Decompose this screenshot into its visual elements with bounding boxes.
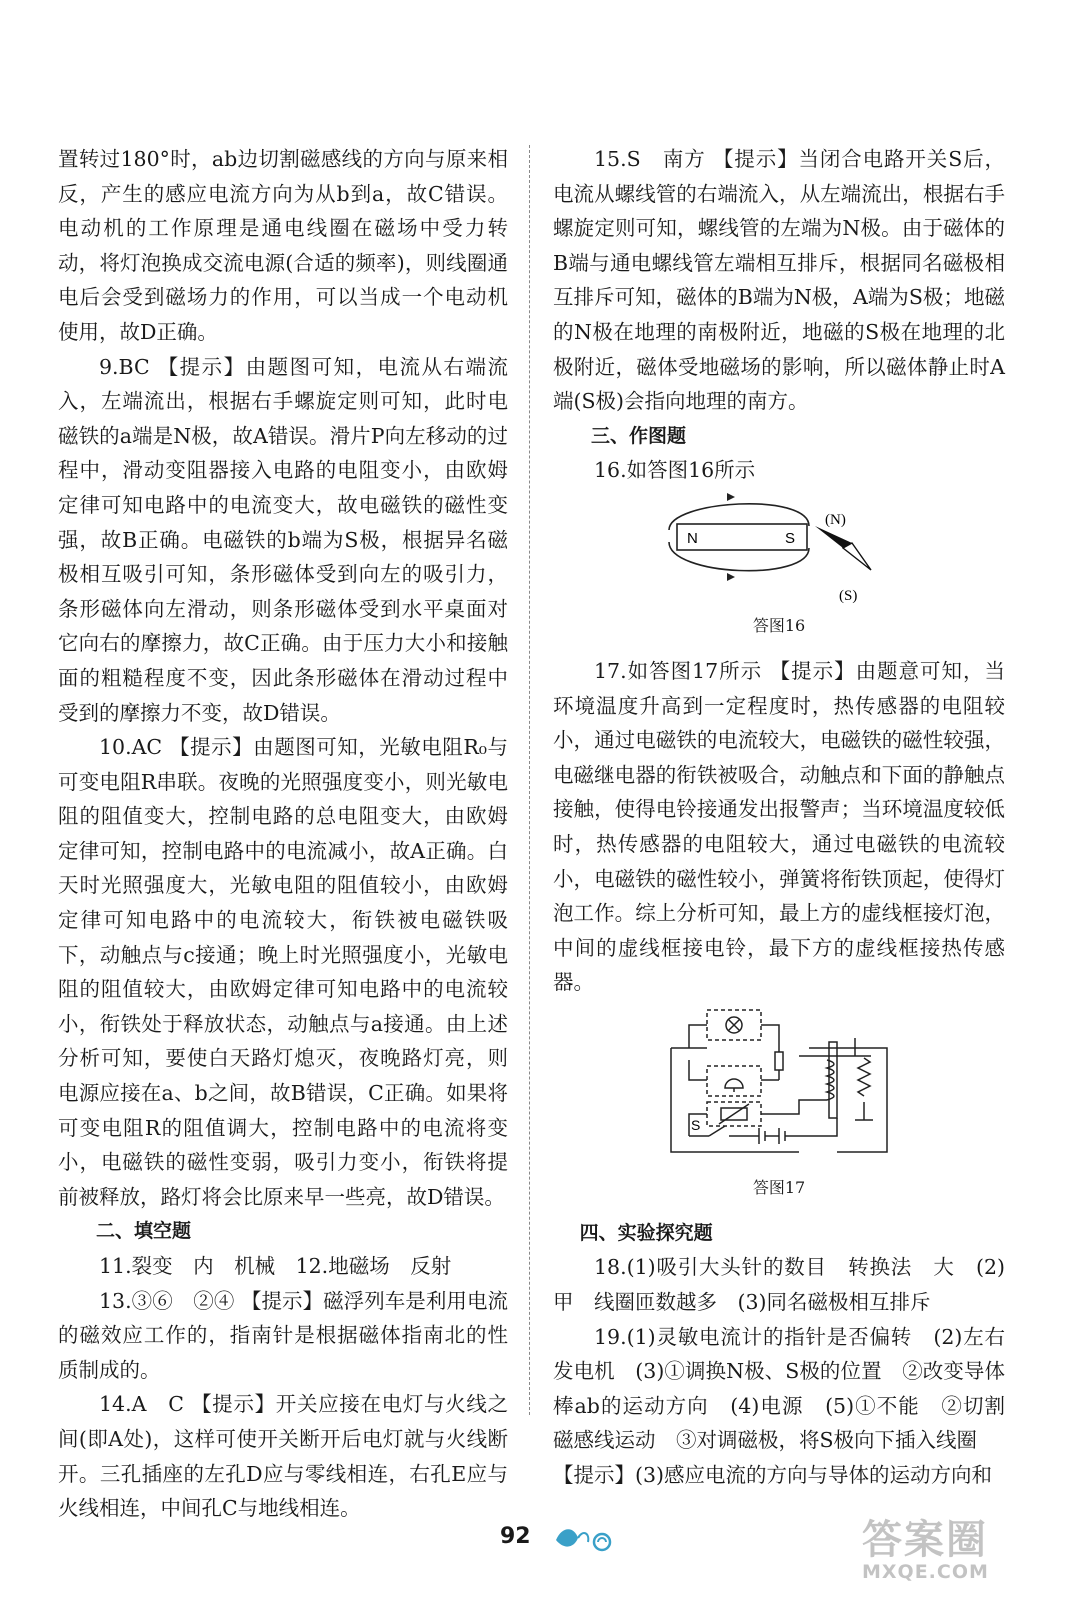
answer-9: 9.BC 【提示】由题图可知，电流从右端流入，左端流出，根据右手螺旋定则可知，此时电磁铁的a端是N极，故A错误。滑片P向左移动的过程中，滑动变阻器接入电路的电阻变小，由欧姆定律可知电路中的电流变大，故电磁铁的磁性变强，故B正确。电磁铁的b端为S极，根据异名磁极相互吸引可知，条形磁体受到向左的吸引力，条形磁体向左滑动，则条形磁体受到水平桌面对它向右的摩擦力，故C正确。由于压力大小和接触面的粗糙程度不变，因此条形磁体在滑动过程中受到的摩擦力不变，故D错误。 bbox=[58, 354, 508, 725]
bar-magnet-diagram bbox=[649, 488, 909, 608]
needle-n-label: (N) bbox=[825, 511, 846, 528]
answer-10: 10.AC 【提示】由题图可知，光敏电阻R₀与可变电阻R串联。夜晚的光照强度变小，则光敏电阻的阻值变大，控制电路的总电阻变大，由欧姆定律可知，控制电路中的电流减小，故A正确。白天时光照强度大，光敏电阻的阻值较小，由欧姆定律可知电路中的电流较大，衔铁被电磁铁吸下，动触点与c接通；晚上时光照强度小，光敏电阻的阻值较大，由欧姆定律可知电路中的电流较小，衔铁处于释放状态，动触点与a接通。由上述分析可知，要使白天路灯熄灭，夜晚路灯亮，则电源应接在a、b之间，故B错误，C正确。如果将可变电阻R的阻值调大，控制电路中的电流将变小，电磁铁的磁性变弱，吸引力变小，衔铁将提前被释放，路灯将会比原来早一些亮，故D错误。 bbox=[58, 735, 508, 1209]
answer-18: 18.(1)吸引大头针的数目 转换法 大 (2)甲 线圈匝数越多 (3)同名磁极相互排斥 bbox=[553, 1255, 1005, 1315]
answer-14: 14.A C 【提示】开关应接在电灯与火线之间(即A处)，这样可使开关断开后电灯就与火线断开。三孔插座的左孔D应与零线相连，右孔E应与火线相连，中间孔C与地线相连。 bbox=[58, 1392, 508, 1521]
column-divider bbox=[529, 145, 530, 1415]
answer-13: 13.③⑥ ②④ 【提示】磁浮列车是利用电流的磁效应工作的，指南针是根据磁体指南北的性质制成的。 bbox=[58, 1288, 508, 1382]
page-number: 92 bbox=[500, 1524, 531, 1549]
section-experiment-heading: 四、实验探究题 bbox=[579, 1221, 713, 1244]
watermark-text: 答案圈 bbox=[862, 1517, 988, 1563]
left-column bbox=[58, 142, 508, 1526]
figure-17-caption: 答图17 bbox=[752, 1177, 806, 1197]
needle-s-label: (S) bbox=[839, 587, 858, 604]
answer-11-12: 11.裂变 内 机械 12.地磁场 反射 bbox=[99, 1254, 452, 1278]
answer-15: 15.S 南方 【提示】当闭合电路开关S后，电流从螺线管的右端流入，从左端流出，根据右手螺旋定则可知，螺线管的左端为N极。由于磁体的B端与通电螺线管左端相互排斥，根据同名磁极相互排斥可知，磁体的B端为N极，A端为S极；地磁的N极在地理的南极附近，地磁的S极在地理的北极附近，磁体受地磁场的影响，所以磁体静止时A端(S极)会指向地理的南方。 bbox=[553, 147, 1005, 414]
magnet-s-label: S bbox=[785, 529, 796, 547]
answer-19: 19.(1)灵敏电流计的指针是否偏转 (2)左右 发电机 (3)①调换N极、S极的位置 ②改变导体棒ab的运动方向 (4)电源 (5)①不能 ②切割磁感线运动 ③对调磁极，将S极向下插入线圈 bbox=[553, 1324, 1026, 1453]
right-column bbox=[553, 142, 1026, 1493]
leaf-ornament-icon bbox=[552, 1522, 622, 1558]
relay-circuit-diagram bbox=[659, 1000, 899, 1170]
figure-16-caption: 答图16 bbox=[752, 615, 806, 635]
figure-16 bbox=[553, 488, 1005, 640]
compass-needle-s bbox=[843, 543, 871, 570]
magnet-n-label: N bbox=[687, 529, 698, 547]
answer-16: 16.如答图16所示 bbox=[594, 458, 756, 483]
answer-17: 17.如答图17所示 【提示】由题意可知，当环境温度升高到一定程度时，热传感器的电阻较小，通过电磁铁的电流较大，电磁铁的磁性较强，电磁继电器的衔铁被吸合，动触点和下面的静触点接触，使得电铃接通发出报警声；当环境温度较低时，热传感器的电阻较大，通过电磁铁的电流较小，电磁铁的磁性较小，弹簧将衔铁顶起，使得灯泡工作。综上分析可知，最上方的虚线框接灯泡，中间的虚线框接电铃，最下方的虚线框接热传感器。 bbox=[553, 658, 1005, 995]
compass-needle-n bbox=[815, 526, 852, 548]
section-fill-in-heading: 二、填空题 bbox=[96, 1220, 192, 1243]
watermark-url: MXQE.COM bbox=[862, 1561, 989, 1583]
answer-8-continued: 置转过180°时，ab边切割磁感线的方向与原来相反，产生的感应电流方向为从b到a，故C错误。电动机的工作原理是通电线圈在磁场中受力转动，将灯泡换成交流电源(合适的频率)，则线圈通电后会受到磁场力的作用，可以当成一个电动机使用，故D正确。 bbox=[58, 147, 508, 344]
answer-19-hint: 【提示】(3)感应电流的方向与导体的运动方向和 bbox=[553, 1463, 993, 1488]
section-drawing-heading: 三、作图题 bbox=[591, 424, 687, 447]
figure-17 bbox=[553, 1000, 1005, 1202]
watermark bbox=[862, 1508, 1062, 1592]
switch-s-label: S bbox=[691, 1116, 701, 1133]
